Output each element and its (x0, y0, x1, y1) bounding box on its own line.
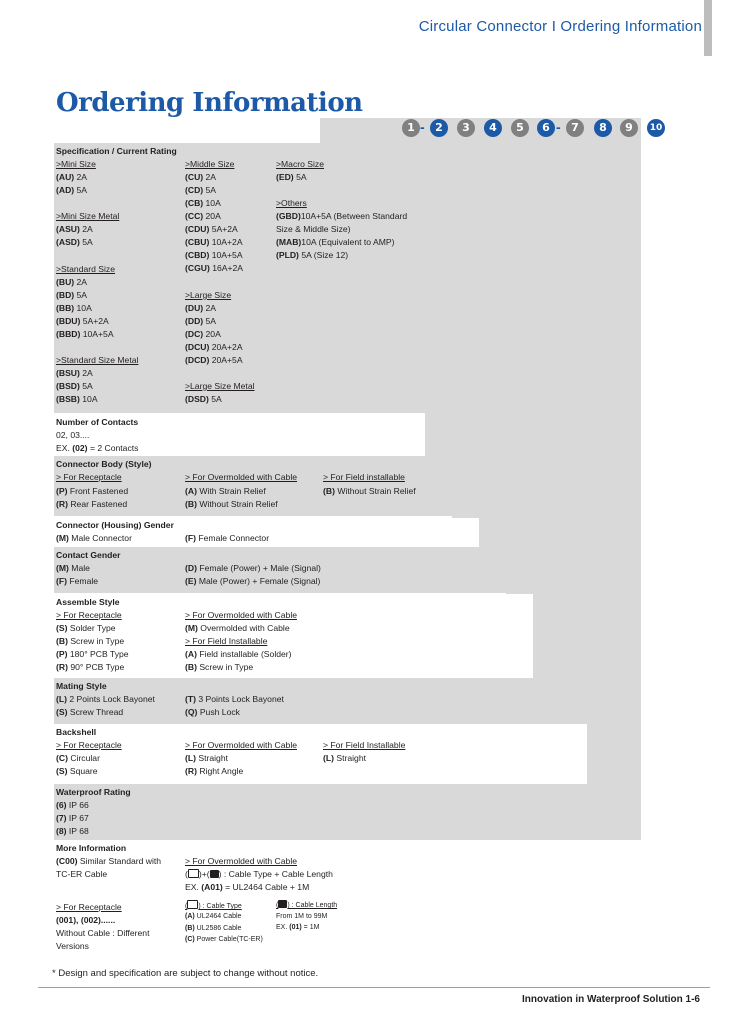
code-circle-10: 10 (647, 119, 665, 137)
cable-type-item: (B) UL2586 Cable (185, 925, 242, 932)
group-label: >Mini Size (56, 159, 96, 169)
spec-item: (CD) 5A (185, 185, 217, 195)
option-item: (P) Front Fastened (56, 486, 129, 496)
spec-item: (BB) 10A (56, 303, 92, 313)
group-label: >Large Size (185, 290, 232, 300)
spec-item: (DSD) 5A (185, 394, 222, 404)
code-circle-1: 1 (402, 119, 420, 137)
group-label: > For Overmolded with Cable (185, 610, 298, 620)
section-title: Connector Body (Style) (56, 459, 152, 469)
spec-item: (CGU) 16A+2A (185, 263, 244, 273)
spec-item: (DC) 20A (185, 329, 221, 339)
group-label: > For Overmolded with Cable (185, 856, 298, 866)
section-title: Mating Style (56, 681, 107, 691)
option-item: (C) Circular (56, 753, 100, 763)
section-title: Specification / Current Rating (56, 146, 177, 156)
cable-length-box-icon (210, 870, 219, 878)
section-more-information (54, 840, 654, 955)
section-housing-gender (54, 517, 506, 547)
option-item: (B) Screw in Type (185, 662, 254, 672)
header-accent-bar (704, 0, 712, 56)
option-item: (B) Screw in Type (56, 636, 125, 646)
section-title: Assemble Style (56, 597, 120, 607)
option-item: (F) Female (56, 576, 99, 586)
spec-item: (DD) 5A (185, 316, 217, 326)
spec-item: (PLD) 5A (Size 12) (276, 250, 349, 260)
spec-item: Size & Middle Size) (276, 224, 351, 234)
option-item: (8) IP 68 (56, 826, 89, 836)
spec-item: (CBU) 10A+2A (185, 237, 243, 247)
code-circle-8: 8 (594, 119, 612, 137)
code-circle-9: 9 (620, 119, 638, 137)
option-item: (M) Overmolded with Cable (185, 623, 290, 633)
group-label: > For Receptacle (56, 472, 122, 482)
cable-type-box-icon (188, 869, 199, 878)
option-item: (L) Straight (185, 753, 228, 763)
option-item: (Q) Push Lock (185, 707, 240, 717)
option-item: (R) Right Angle (185, 766, 244, 776)
group-label: >Others (276, 198, 307, 208)
section-contacts (54, 414, 452, 456)
contacts-example: EX. (02) = 2 Contacts (56, 443, 139, 453)
cable-example: EX. (A01) = UL2464 Cable + 1M (185, 882, 310, 892)
option-item: (C00) Similar Standard with (56, 856, 162, 866)
cable-type-box-icon (187, 900, 198, 909)
spec-item: (BDU) 5A+2A (56, 316, 109, 326)
spec-item: (BU) 2A (56, 277, 88, 287)
code-strip-7 (560, 118, 587, 724)
option-item: (M) Male (56, 563, 90, 573)
group-label: > For Overmolded with Cable (185, 740, 298, 750)
spec-item: (CB) 10A (185, 198, 221, 208)
spec-item: (ED) 5A (276, 172, 307, 182)
option-item: (S) Screw Thread (56, 707, 124, 717)
section-title: More Information (56, 843, 127, 853)
option-item: (B) Without Strain Relief (323, 486, 416, 496)
code-circle-4: 4 (484, 119, 502, 137)
option-item: (R) Rear Fastened (56, 499, 128, 509)
group-label: >Large Size Metal (185, 381, 255, 391)
section-backshell (54, 724, 614, 784)
option-item: (T) 3 Points Lock Bayonet (185, 694, 284, 704)
header-title: Circular Connector I Ordering Information (418, 18, 702, 35)
section-waterproof (54, 784, 641, 840)
spec-item: (CU) 2A (185, 172, 217, 182)
spec-item: (CC) 20A (185, 211, 221, 221)
spec-item: (GBD)10A+5A (Between Standard (276, 211, 408, 221)
section-connector-body (54, 456, 479, 516)
option-item: (R) 90° PCB Type (56, 662, 125, 672)
option-item: (D) Female (Power) + Male (Signal) (185, 563, 321, 573)
section-title: Connector (Housing) Gender (56, 520, 174, 530)
cable-type-item: (C) Power Cable(TC-ER) (185, 936, 263, 943)
section-title: Waterproof Rating (56, 787, 131, 797)
spec-item: (ASD) 5A (56, 237, 93, 247)
contacts-line: 02, 03.... (56, 430, 90, 440)
spec-item: (BSU) 2A (56, 368, 93, 378)
group-label: >Mini Size Metal (56, 211, 120, 221)
group-label: >Macro Size (276, 159, 324, 169)
footer-text: Innovation in Waterproof Solution 1-6 (522, 994, 700, 1005)
spec-item: (AD) 5A (56, 185, 88, 195)
code-circle-2: 2 (430, 119, 448, 137)
option-item: (001), (002)...... (56, 915, 116, 925)
page-title: Ordering Information (56, 88, 363, 118)
disclaimer-note: * Design and specification are subject to change without notice. (52, 968, 319, 979)
cable-length-example: EX. (01) = 1M (276, 924, 320, 931)
cable-length-box-icon (278, 900, 287, 908)
cable-type-item: (A) UL2464 Cable (185, 913, 242, 920)
code-dash-1: - (420, 119, 425, 135)
code-strip-9 (614, 118, 641, 840)
spec-item: (DCD) 20A+5A (185, 355, 243, 365)
option-item: (S) Square (56, 766, 98, 776)
group-label: >Middle Size (185, 159, 235, 169)
cable-formula: ( )+( ) : Cable Type + Cable Length (185, 869, 333, 879)
section-title: Contact Gender (56, 550, 121, 560)
section-contact-gender (54, 547, 533, 593)
spec-item: (MAB)10A (Equivalent to AMP) (276, 237, 395, 247)
option-item: (P) 180° PCB Type (56, 649, 129, 659)
option-item: (A) With Strain Relief (185, 486, 266, 496)
code-strip-5 (506, 118, 533, 594)
spec-item: (BBD) 10A+5A (56, 329, 114, 339)
group-label: > For Field Installable (185, 636, 268, 646)
option-item: (7) IP 67 (56, 813, 89, 823)
option-item: (6) IP 66 (56, 800, 89, 810)
code-strip-8 (587, 118, 614, 784)
option-item: (A) Field installable (Solder) (185, 649, 292, 659)
section-specification (54, 143, 425, 413)
option-item: (B) Without Strain Relief (185, 499, 278, 509)
spec-item: (ASU) 2A (56, 224, 93, 234)
option-item: Versions (56, 941, 89, 951)
option-item: Without Cable : Different (56, 928, 150, 938)
spec-item: (CDU) 5A+2A (185, 224, 238, 234)
section-assemble-style (54, 594, 560, 678)
code-strip-2 (425, 118, 452, 458)
option-item: (L) Straight (323, 753, 366, 763)
section-title: Backshell (56, 727, 97, 737)
group-label: > For Receptacle (56, 610, 122, 620)
cable-length-label: ( ) : Cable Length (276, 902, 338, 909)
page-header (0, 0, 748, 60)
group-label: >Standard Size Metal (56, 355, 139, 365)
option-item: TC-ER Cable (56, 869, 108, 879)
group-label: > For Receptacle (56, 902, 122, 912)
spec-item: (DU) 2A (185, 303, 217, 313)
spec-item: (AU) 2A (56, 172, 88, 182)
group-label: > For Field Installable (323, 740, 406, 750)
spec-item: (DCU) 20A+2A (185, 342, 243, 352)
code-dash-2: - (556, 119, 561, 135)
code-strip-4 (479, 118, 506, 548)
spec-item: (BSD) 5A (56, 381, 93, 391)
option-item: (E) Male (Power) + Female (Signal) (185, 576, 321, 586)
code-circle-3: 3 (457, 119, 475, 137)
group-label: >Standard Size (56, 264, 116, 274)
group-label: > For Overmolded with Cable (185, 472, 298, 482)
code-circle-7: 7 (566, 119, 584, 137)
footer-divider (38, 987, 710, 988)
option-item: (M) Male Connector (56, 533, 132, 543)
section-title: Number of Contacts (56, 417, 139, 427)
option-item: (S) Solder Type (56, 623, 116, 633)
code-circle-6: 6 (537, 119, 555, 137)
spec-item: (BSB) 10A (56, 394, 98, 404)
option-item: (L) 2 Points Lock Bayonet (56, 694, 155, 704)
group-label: > For Receptacle (56, 740, 122, 750)
cable-type-label: ( ) : Cable Type (185, 900, 242, 913)
option-item: (F) Female Connector (185, 533, 270, 543)
group-label: > For Field installable (323, 472, 405, 482)
spec-item: (BD) 5A (56, 290, 88, 300)
spec-item: (CBD) 10A+5A (185, 250, 243, 260)
code-circle-5: 5 (511, 119, 529, 137)
section-mating-style (54, 678, 587, 724)
cable-length-range: From 1M to 99M (276, 913, 328, 920)
